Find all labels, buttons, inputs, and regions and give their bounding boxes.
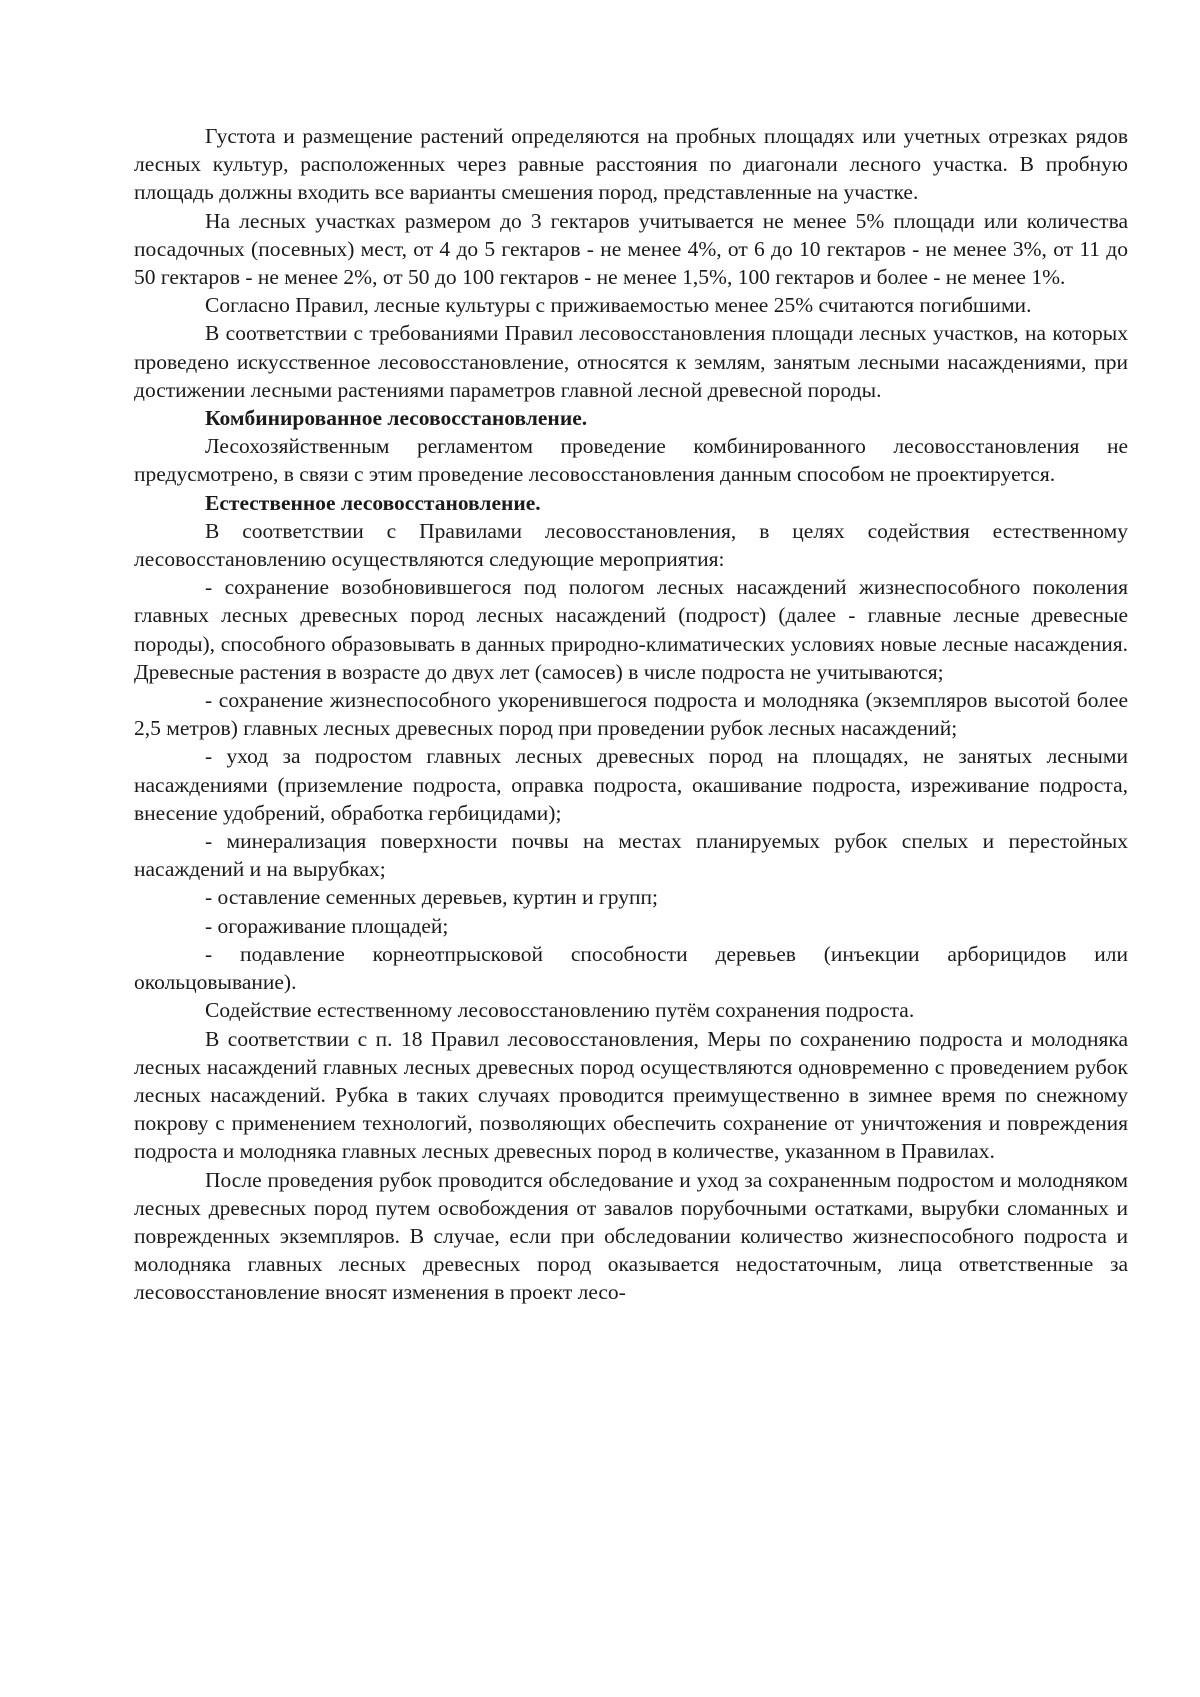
paragraph-accounting-percent: На лесных участках размером до 3 гектаров учитывается не менее 5% площади или количества посадочных (посевных) мест, от 4 до 5 гектаров - не менее 4%, от 6 до 10 гектаров - не менее 3%, от 11 до 50 гектаров - не менее 2%, от 50 до 100 гектаров - не менее 1,5%, 100 гектаров и более - не менее 1%. (134, 208, 1128, 290)
list-item-seed-trees: - оставление семенных деревьев, куртин и групп; (205, 885, 658, 910)
paragraph-survival-rate: Согласно Правил, лесные культуры с приживаемостью менее 25% считаются погибшими. (205, 293, 1032, 318)
paragraph-clause-18: В соответствии с п. 18 Правил лесовосстановления, Меры по сохранению подроста и молодняка лесных насаждений главных лесных древесных пород осуществляются одновременно с проведением рубок лесных насаждений. Рубка в таких случаях проводится преимущественно в зимнее время по снежному покрову с применением технологий, позволяющих обеспечить сохранение от уничтожения и повреждения подроста и молодняка главных лесных древесных пород в количестве, указанном в Правилах. (134, 1026, 1128, 1164)
list-item-fencing: - огораживание площадей; (205, 913, 449, 938)
list-item-undergrowth-care: - уход за подростом главных лесных древесных пород на площадях, не занятых лесными насаждениями (приземление подроста, оправка подроста, окашивание подроста, изреживание подроста, внесение удобрений, обработка гербицидами); (134, 744, 1128, 825)
list-item-preserve-undergrowth: - сохранение возобновившегося под пологом лесных насаждений жизнеспособного поколения главных лесных древесных пород лесных насаждений (подрост) (далее - главные лесные древесные породы), способного образовывать в данных природно-климатических условиях новые лесные насаждения. Древесные растения в возрасте до двух лет (самосев) в числе подроста не учитываются; (134, 575, 1128, 684)
list-item-root-sucker-suppression: - подавление корнеотпрысковой способности деревьев (инъекции арборицидов или окольцовывание). (134, 941, 1128, 995)
list-item-soil-mineralization: - минерализация поверхности почвы на местах планируемых рубок спелых и перестойных насаждений и на вырубках; (134, 829, 1128, 882)
paragraph-natural-measures-intro: В соответствии с Правилами лесовосстановления, в целях содействия естественному лесовосстановлению осуществляются следующие мероприятия: (134, 518, 1128, 572)
heading-natural-reforestation: Естественное лесовосстановление. (205, 490, 541, 515)
document-page (134, 122, 1128, 1307)
paragraph-combined-not-planned: Лесохозяйственным регламентом проведение комбинированного лесовосстановления не предусмотрено, в связи с этим проведение лесовосстановления данным способом не проектируется. (134, 434, 1128, 487)
paragraph-post-felling-survey: После проведения рубок проводится обследование и уход за сохраненным подростом и молодняком лесных древесных пород путем освобождения от завалов порубочными остатками, вырубки сломанных и поврежденных экземпляров. В случае, если при обследовании количество жизнеспособного подроста и молодняка главных лесных древесных пород оказывается недостаточным, лица ответственные за лесовосстановление вносят изменения в проект лесо- (134, 1167, 1128, 1305)
heading-combined-reforestation: Комбинированное лесовосстановление. (205, 406, 588, 431)
list-item-preserve-young-growth: - сохранение жизнеспособного укоренившегося подроста и молодняка (экземпляров высотой более 2,5 метров) главных лесных древесных пород при проведении рубок лесных насаждений; (134, 688, 1128, 741)
paragraph-artificial-reforestation: В соответствии с требованиями Правил лесовосстановления площади лесных участков, на которых проведено искусственное лесовосстановление, относятся к землям, занятым лесными насаждениями, при достижении лесными растениями параметров главной лесной древесной породы. (134, 321, 1128, 402)
paragraph-assist-by-preservation: Содействие естественному лесовосстановлению путём сохранения подроста. (205, 998, 915, 1023)
paragraph-sample-plots: Густота и размещение растений определяются на пробных площадях или учетных отрезках рядов лесных культур, расположенных через равные расстояния по диагонали лесного участка. В пробную площадь должны входить все варианты смешения пород, представленные на участке. (134, 124, 1128, 205)
